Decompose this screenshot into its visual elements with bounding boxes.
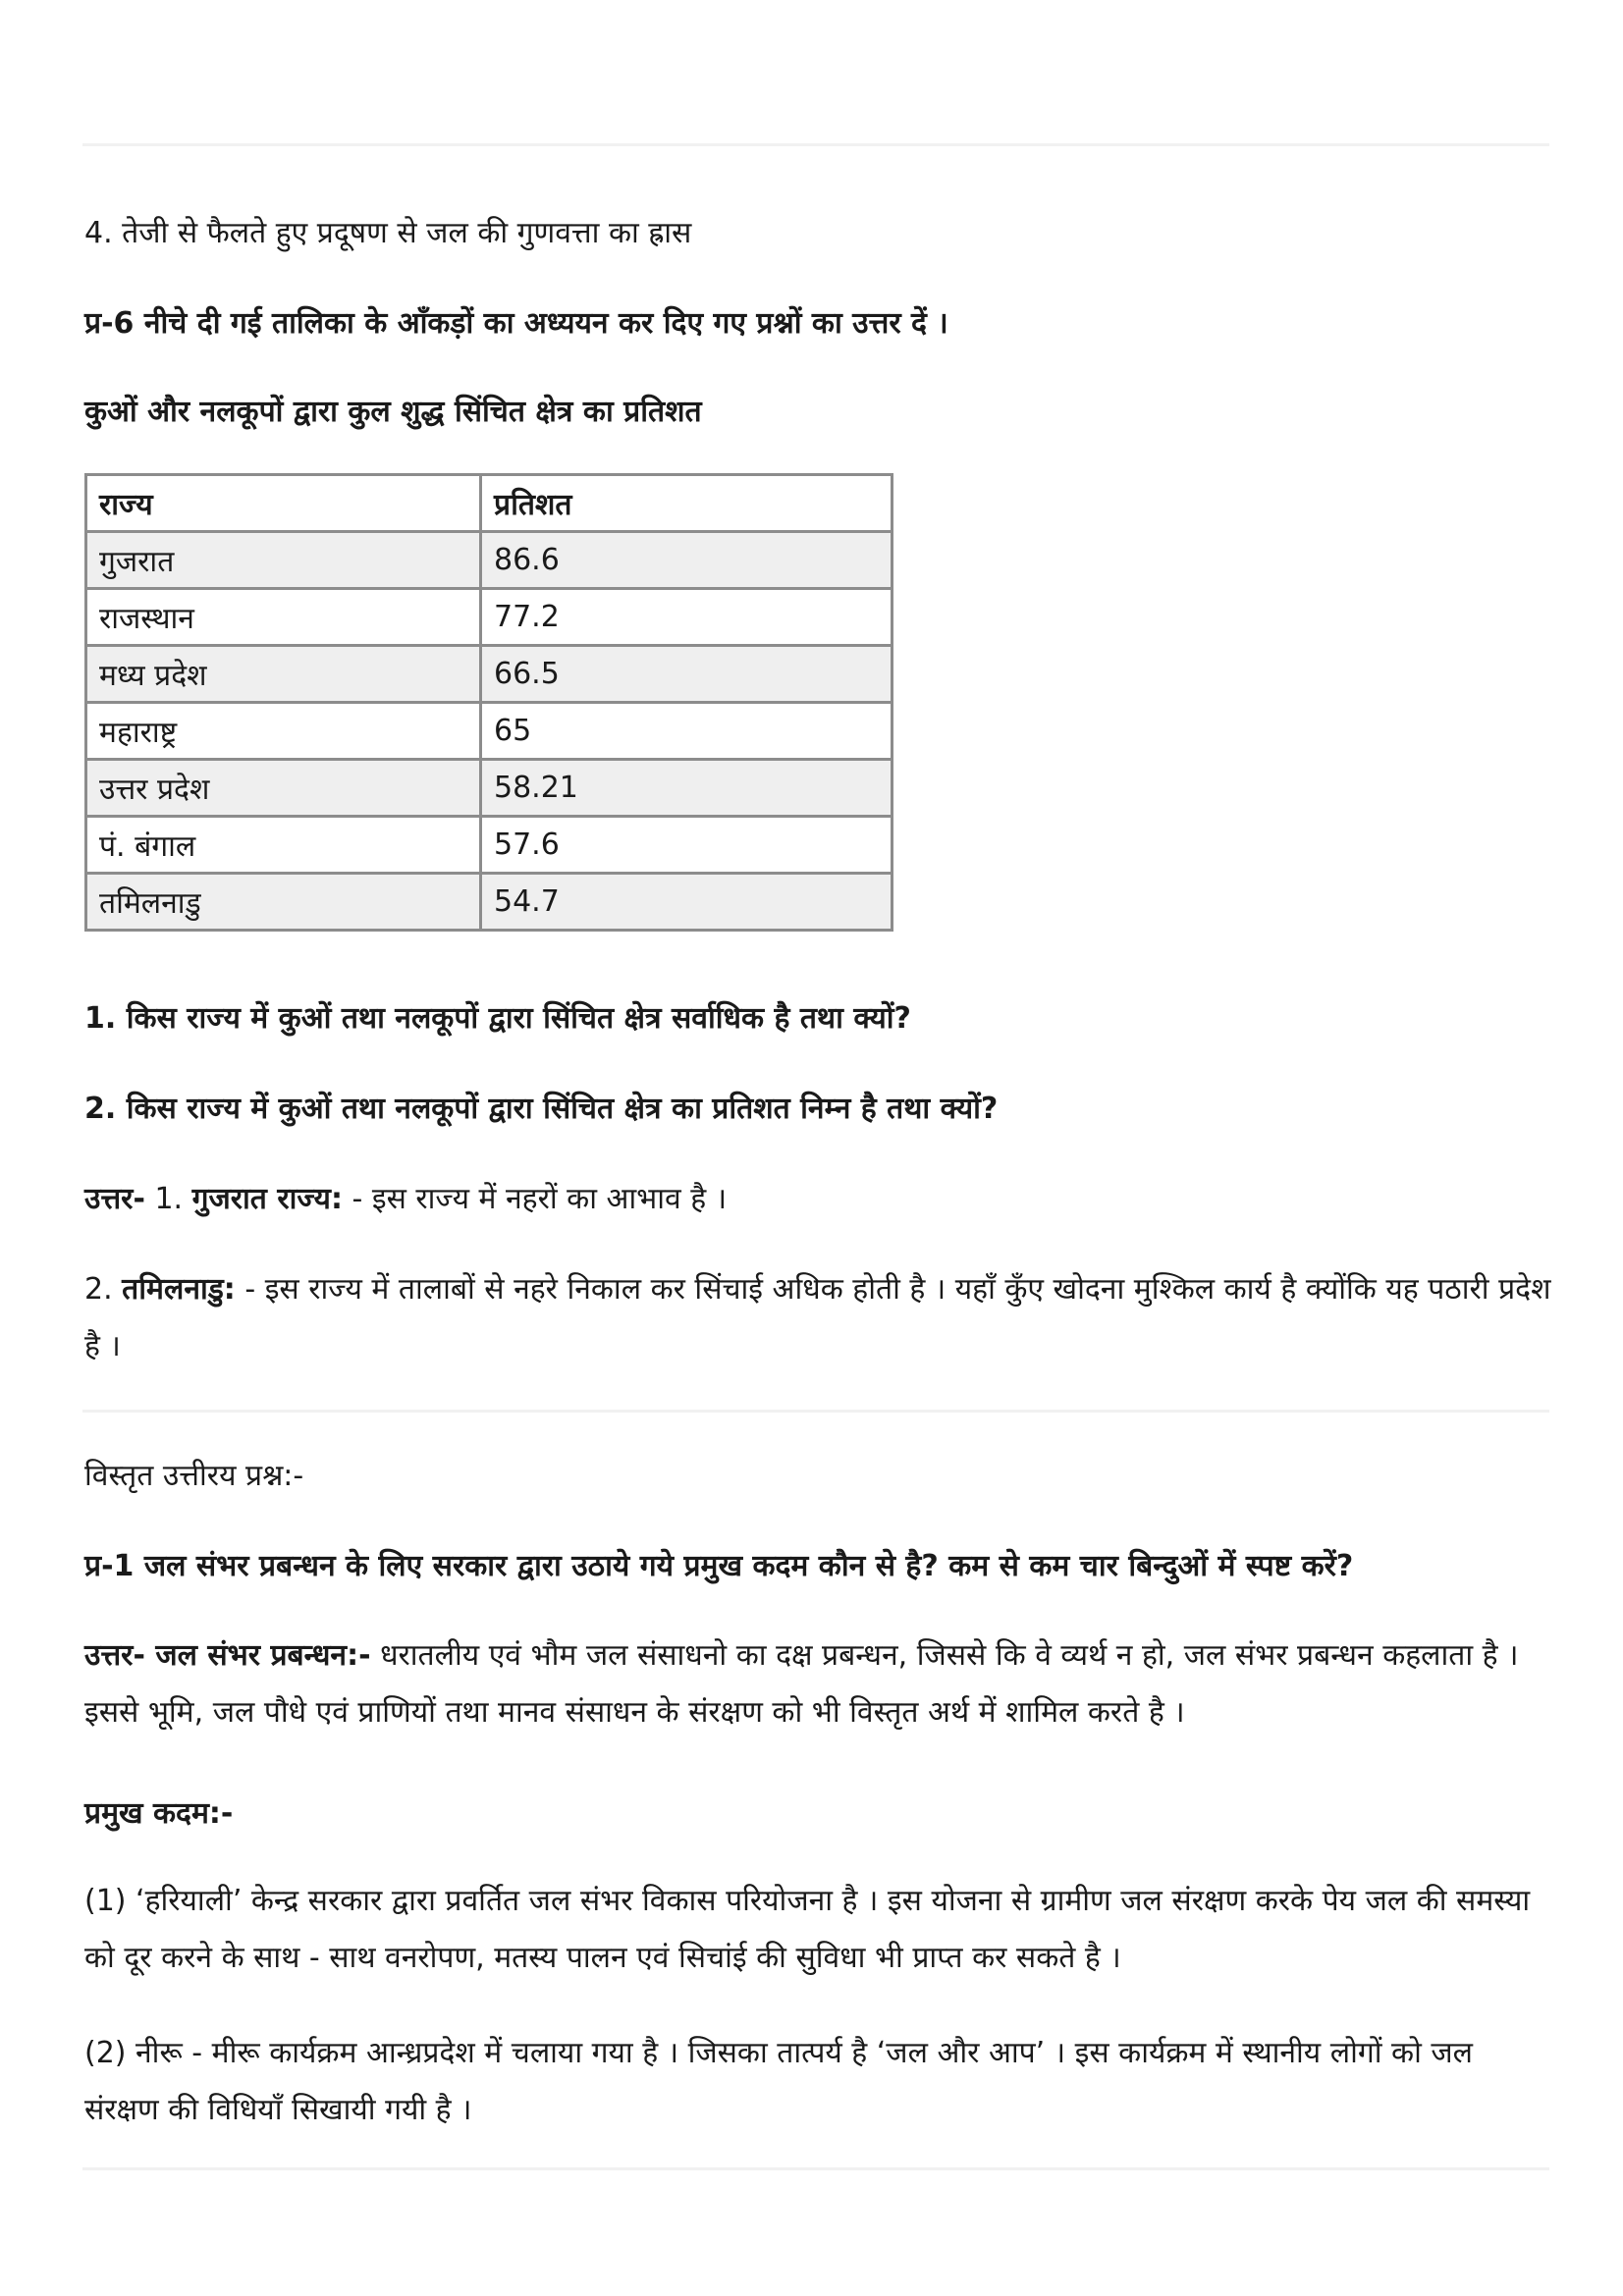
cell-percentage: 77.2 (481, 589, 893, 646)
answer-1-text: - इस राज्य में नहरों का आभाव है । (342, 1182, 728, 1216)
answer-2 (84, 1261, 1551, 1375)
question-6 (84, 304, 948, 344)
table-row (86, 817, 893, 874)
table-title-text: कुओं और नलकूपों द्वारा कुल शुद्ध सिंचित क्षेत्र का प्रतिशत (84, 395, 702, 429)
cell-percentage: 54.7 (481, 874, 893, 931)
table-row (86, 589, 893, 646)
answer-1 (84, 1180, 727, 1219)
sub-question-1-text: 1. किस राज्य में कुओं तथा नलकूपों द्वारा सिंचित क्षेत्र सर्वाधिक है तथा क्यों? (84, 1001, 911, 1036)
cell-percentage: 58.21 (481, 760, 893, 817)
answer-question-1 (84, 1628, 1551, 1741)
question-1 (84, 1547, 1353, 1586)
divider (82, 143, 1549, 146)
intro-point: 4. तेजी से फैलते हुए प्रदूषण से जल की गुणवत्ता का ह्रास (84, 216, 692, 250)
main-steps-heading (84, 1794, 233, 1834)
answer-1-bold: गुजरात राज्य: (191, 1182, 343, 1216)
table-row (86, 703, 893, 760)
table-header-row (86, 475, 893, 532)
answer-2-number: 2. (84, 1272, 123, 1307)
answer-1-number: 1. (144, 1182, 192, 1216)
cell-state: मध्य प्रदेश (86, 646, 481, 703)
table-row (86, 760, 893, 817)
cell-state: गुजरात (86, 532, 481, 589)
table-title (84, 393, 702, 432)
divider (82, 2167, 1549, 2170)
cell-state: महाराष्ट्र (86, 703, 481, 760)
table-row (86, 874, 893, 931)
cell-state: उत्तर प्रदेश (86, 760, 481, 817)
sub-question-2 (84, 1090, 998, 1129)
question-1-label: प्र-1 (84, 1549, 135, 1583)
section-heading: विस्तृत उत्तीरय प्रश्न:- (84, 1459, 304, 1493)
irrigation-table (84, 473, 893, 932)
divider (82, 1410, 1549, 1413)
answer-label: उत्तर- (84, 1182, 145, 1216)
answer-question-1-bold: उत्तर- जल संभर प्रबन्धन:- (84, 1638, 371, 1673)
answer-2-text: - इस राज्य में तालाबों से नहरे निकाल कर सिंचाई अधिक होती है । यहाँ कुँए खोदना मुश्किल कार्य है क्योंकि यह पठारी प्रदेश है । (84, 1272, 1551, 1363)
header-state: राज्य (86, 475, 481, 532)
question-6-text: नीचे दी गई तालिका के आँकड़ों का अध्ययन कर दिए गए प्रश्नों का उत्तर दें । (134, 306, 948, 341)
cell-percentage: 86.6 (481, 532, 893, 589)
answer-question-1-text: धरातलीय एवं भौम जल संसाधनो का दक्ष प्रबन्धन, जिससे कि वे व्यर्थ न हो, जल संभर प्रबन्धन कहलाता है । इससे भूमि, जल पौधे एवं प्राणियों तथा मानव संसाधन के संरक्षण को भी विस्तृत अर्थ में शामिल करते है । (84, 1638, 1519, 1730)
cell-percentage: 66.5 (481, 646, 893, 703)
sub-question-1 (84, 999, 911, 1039)
step-2: (2) नीरू - मीरू कार्यक्रम आन्ध्रप्रदेश में चलाया गया है । जिसका तात्पर्य है ‘जल और आप’ । इस कार्यक्रम में स्थानीय लोगों को जल संरक्षण की विधियाँ सिखायी गयी है । (84, 2036, 1473, 2127)
header-percentage: प्रतिशत (481, 475, 893, 532)
cell-state: तमिलनाडु (86, 874, 481, 931)
answer-2-bold: तमिलनाडु: (122, 1272, 236, 1307)
cell-percentage: 65 (481, 703, 893, 760)
cell-state: पं. बंगाल (86, 817, 481, 874)
cell-state: राजस्थान (86, 589, 481, 646)
question-6-label: प्र-6 (84, 306, 135, 341)
sub-question-2-text: 2. किस राज्य में कुओं तथा नलकूपों द्वारा सिंचित क्षेत्र का प्रतिशत निम्न है तथा क्यों? (84, 1092, 999, 1126)
table-row (86, 532, 893, 589)
main-steps-heading-text: प्रमुख कदम:- (84, 1796, 234, 1831)
question-1-text: जल संभर प्रबन्धन के लिए सरकार द्वारा उठाये गये प्रमुख कदम कौन से है? कम से कम चार बिन्दुओं में स्पष्ट करें? (134, 1549, 1354, 1583)
table-row (86, 646, 893, 703)
cell-percentage: 57.6 (481, 817, 893, 874)
step-1: (1) ‘हरियाली’ केन्द्र सरकार द्वारा प्रवर्तित जल संभर विकास परियोजना है । इस योजना से ग्रामीण जल संरक्षण करके पेय जल की समस्या को दूर करने के साथ - साथ वनरोपण, मतस्य पालन एवं सिचांई की सुविधा भी प्राप्त कर सकते है । (84, 1884, 1531, 1975)
